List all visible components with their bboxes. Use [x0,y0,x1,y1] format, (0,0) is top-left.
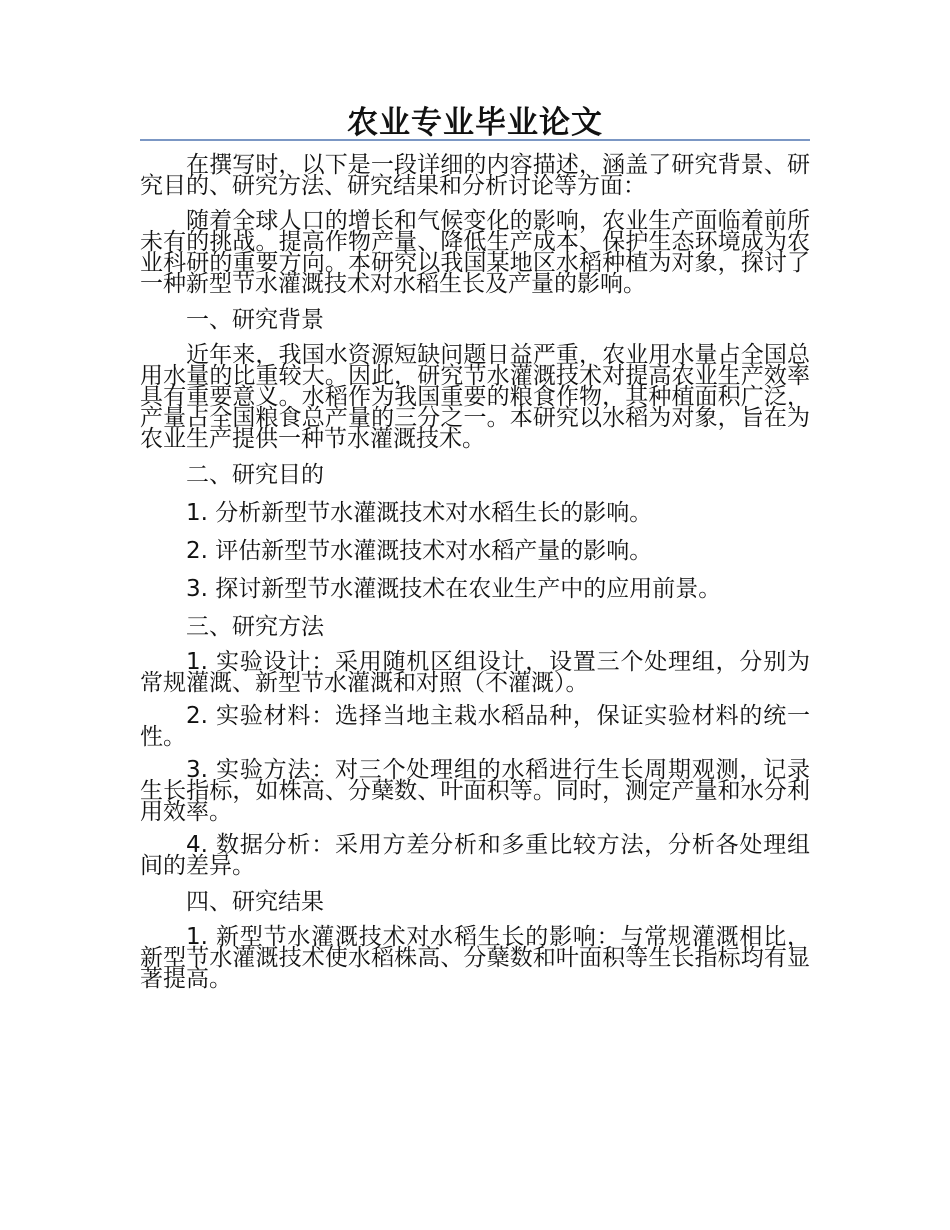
method-item-4: 4. 数据分析：采用方差分析和多重比较方法，分析各处理组间的差异。 [140,832,810,879]
background-paragraph: 近年来，我国水资源短缺问题日益严重，农业用水量占全国总用水量的比重较大。因此，研究节水灌溉技术对提高农业生产效率具有重要意义。水稻作为我国重要的粮食作物，其种植面积广泛，产量占全国粮食总产量的三分之一。本研究以水稻为对象，旨在为农业生产提供一种节水灌溉技术。 [140,342,810,452]
section-heading-objectives: 二、研究目的 [186,462,324,488]
result-item-1: 1. 新型节水灌溉技术对水稻生长的影响：与常规灌溉相比，新型节水灌溉技术使水稻株高、分蘖数和叶面积等生长指标均有显著提高。 [140,924,810,992]
document-body [140,152,810,992]
document-title: 农业专业毕业论文 [347,105,603,141]
intro-paragraph: 在撰写时，以下是一段详细的内容描述，涵盖了研究背景、研究目的、研究方法、研究结果和分析讨论等方面： [140,152,810,199]
objective-item-1: 1. 分析新型节水灌溉技术对水稻生长的影响。 [186,500,653,526]
section-heading-methods: 三、研究方法 [186,614,324,640]
objective-item-2: 2. 评估新型节水灌溉技术对水稻产量的影响。 [186,538,653,564]
method-item-2: 2. 实验材料：选择当地主栽水稻品种，保证实验材料的统一性。 [140,703,810,750]
method-item-3: 3. 实验方法：对三个处理组的水稻进行生长周期观测，记录生长指标，如株高、分蘖数、叶面积等。同时，测定产量和水分利用效率。 [140,757,810,825]
objective-item-3: 3. 探讨新型节水灌溉技术在农业生产中的应用前景。 [186,576,722,602]
section-heading-background: 一、研究背景 [186,307,324,333]
method-item-1: 1. 实验设计：采用随机区组设计，设置三个处理组，分别为常规灌溉、新型节水灌溉和对照（不灌溉）。 [140,649,810,696]
context-paragraph: 随着全球人口的增长和气候变化的影响，农业生产面临着前所未有的挑战。提高作物产量、降低生产成本、保护生态环境成为农业科研的重要方向。本研究以我国某地区水稻种植为对象，探讨了一种新型节水灌溉技术对水稻生长及产量的影响。 [140,208,810,297]
title-underline [140,139,810,141]
section-heading-results: 四、研究结果 [186,889,324,915]
